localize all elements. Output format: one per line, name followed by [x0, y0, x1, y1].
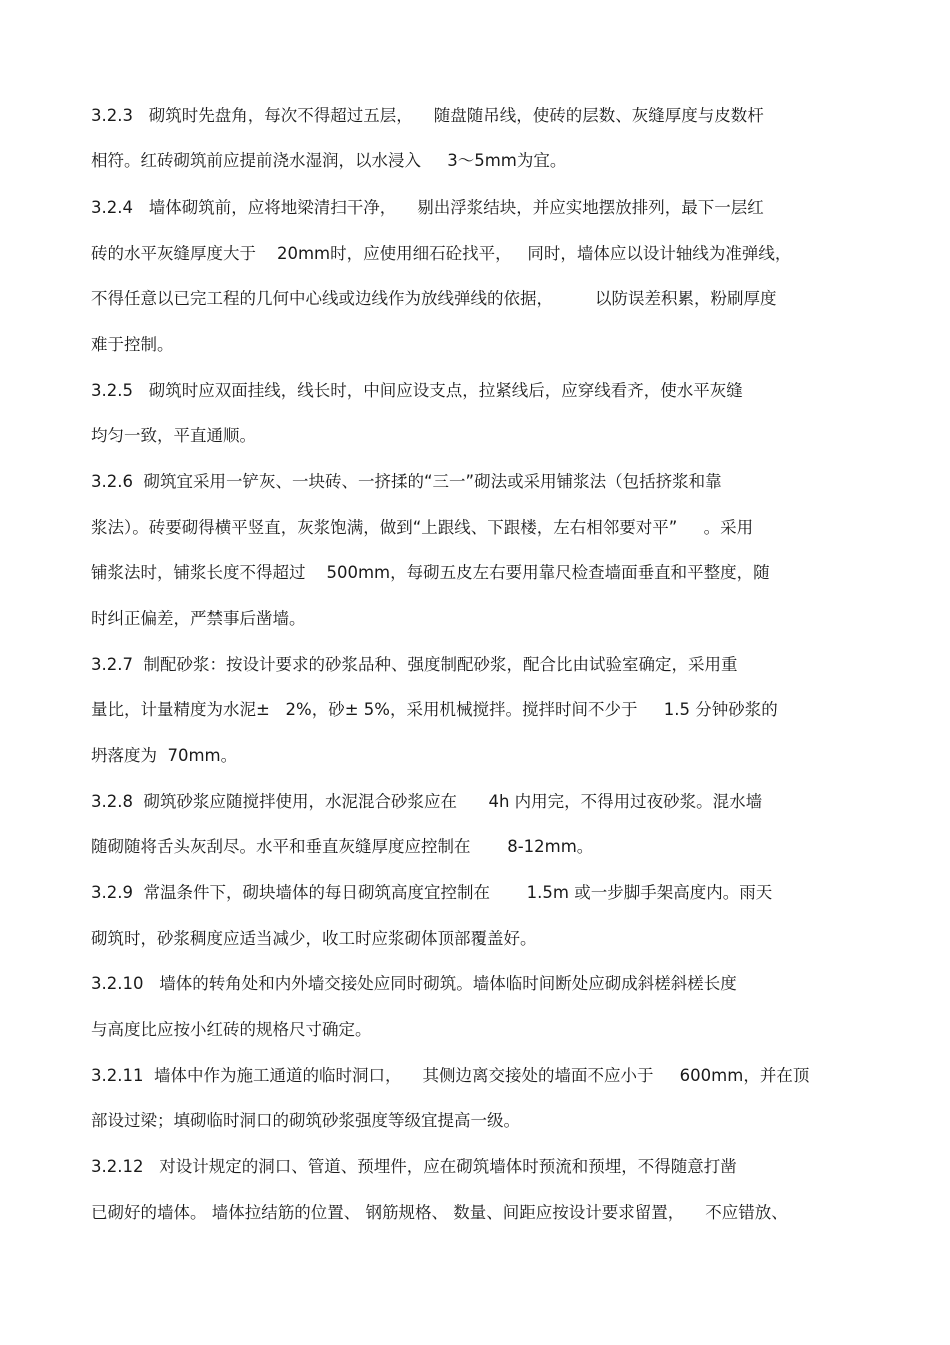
- text-line-17: 随砌随将舌头灰刮尽。水平和垂直灰缝厚度应控制在 8-12mm。: [91, 837, 594, 856]
- text-line-24: 3.2.12 对设计规定的洞口、管道、预埋件，应在砌筑墙体时预流和预埋，不得随意打凿: [91, 1157, 737, 1176]
- text-line-20: 3.2.10 墙体的转角处和内外墙交接处应同时砌筑。墙体临时间断处应砌成斜槎斜槎长度: [91, 974, 737, 993]
- text-line-18: 3.2.9 常温条件下，砌块墙体的每日砌筑高度宜控制在 1.5m 或一步脚手架高度内。雨天: [91, 883, 773, 902]
- text-line-19: 砌筑时，砂浆稠度应适当减少，收工时应浆砌体顶部覆盖好。: [91, 929, 537, 948]
- text-line-12: 时纠正偏差，严禁事后凿墙。: [91, 609, 306, 628]
- text-line-21: 与高度比应按小红砖的规格尺寸确定。: [91, 1020, 372, 1039]
- text-line-7: 3.2.5 砌筑时应双面挂线，线长时，中间应设支点，拉紧线后，应穿线看齐，使水平灰缝: [91, 381, 743, 400]
- text-line-6: 难于控制。: [91, 335, 174, 354]
- text-line-8: 均匀一致，平直通顺。: [91, 426, 256, 445]
- text-line-15: 坍落度为 70mm。: [91, 746, 238, 765]
- text-line-2: 相符。红砖砌筑前应提前浇水湿润，以水浸入 3～5mm为宜。: [91, 151, 567, 170]
- text-line-4: 砖的水平灰缝厚度大于 20mm时，应使用细石砼找平， 同时，墙体应以设计轴线为准弹线，: [91, 244, 792, 263]
- text-line-10: 浆法）。砖要砌得横平竖直，灰浆饱满，做到“上跟线、下跟楼，左右相邻要对平” 。采用: [91, 518, 754, 537]
- text-line-25: 已砌好的墙体。 墙体拉结筋的位置、 钢筋规格、 数量、间距应按设计要求留置， 不应错放、: [91, 1203, 788, 1222]
- text-line-5: 不得任意以已完工程的几何中心线或边线作为放线弹线的依据， 以防误差积累，粉刷厚度: [91, 289, 777, 308]
- text-line-1: 3.2.3 砌筑时先盘角，每次不得超过五层， 随盘随吊线，使砖的层数、灰缝厚度与皮数杆: [91, 106, 764, 125]
- text-line-13: 3.2.7 制配砂浆：按设计要求的砂浆品种、强度制配砂浆，配合比由试验室确定，采用重: [91, 655, 738, 674]
- text-line-3: 3.2.4 墙体砌筑前，应将地梁清扫干净， 剔出浮浆结块，并应实地摆放排列，最下一层红: [91, 198, 764, 217]
- text-line-22: 3.2.11 墙体中作为施工通道的临时洞口， 其侧边离交接处的墙面不应小于 600mm，并在顶: [91, 1066, 810, 1085]
- text-line-23: 部设过梁；填砌临时洞口的砌筑砂浆强度等级宜提高一级。: [91, 1111, 520, 1130]
- text-line-11: 铺浆法时，铺浆长度不得超过 500mm，每砌五皮左右要用靠尺检查墙面垂直和平整度，随: [91, 563, 770, 582]
- text-line-9: 3.2.6 砌筑宜采用一铲灰、一块砖、一挤揉的“三一”砌法或采用铺浆法（包括挤浆和靠: [91, 472, 722, 491]
- text-line-14: 量比，计量精度为水泥± 2%，砂± 5%，采用机械搅拌。搅拌时间不少于 1.5 分钟砂浆的: [91, 700, 778, 719]
- text-line-16: 3.2.8 砌筑砂浆应随搅拌使用，水泥混合砂浆应在 4h 内用完，不得用过夜砂浆。混水墙: [91, 792, 763, 811]
